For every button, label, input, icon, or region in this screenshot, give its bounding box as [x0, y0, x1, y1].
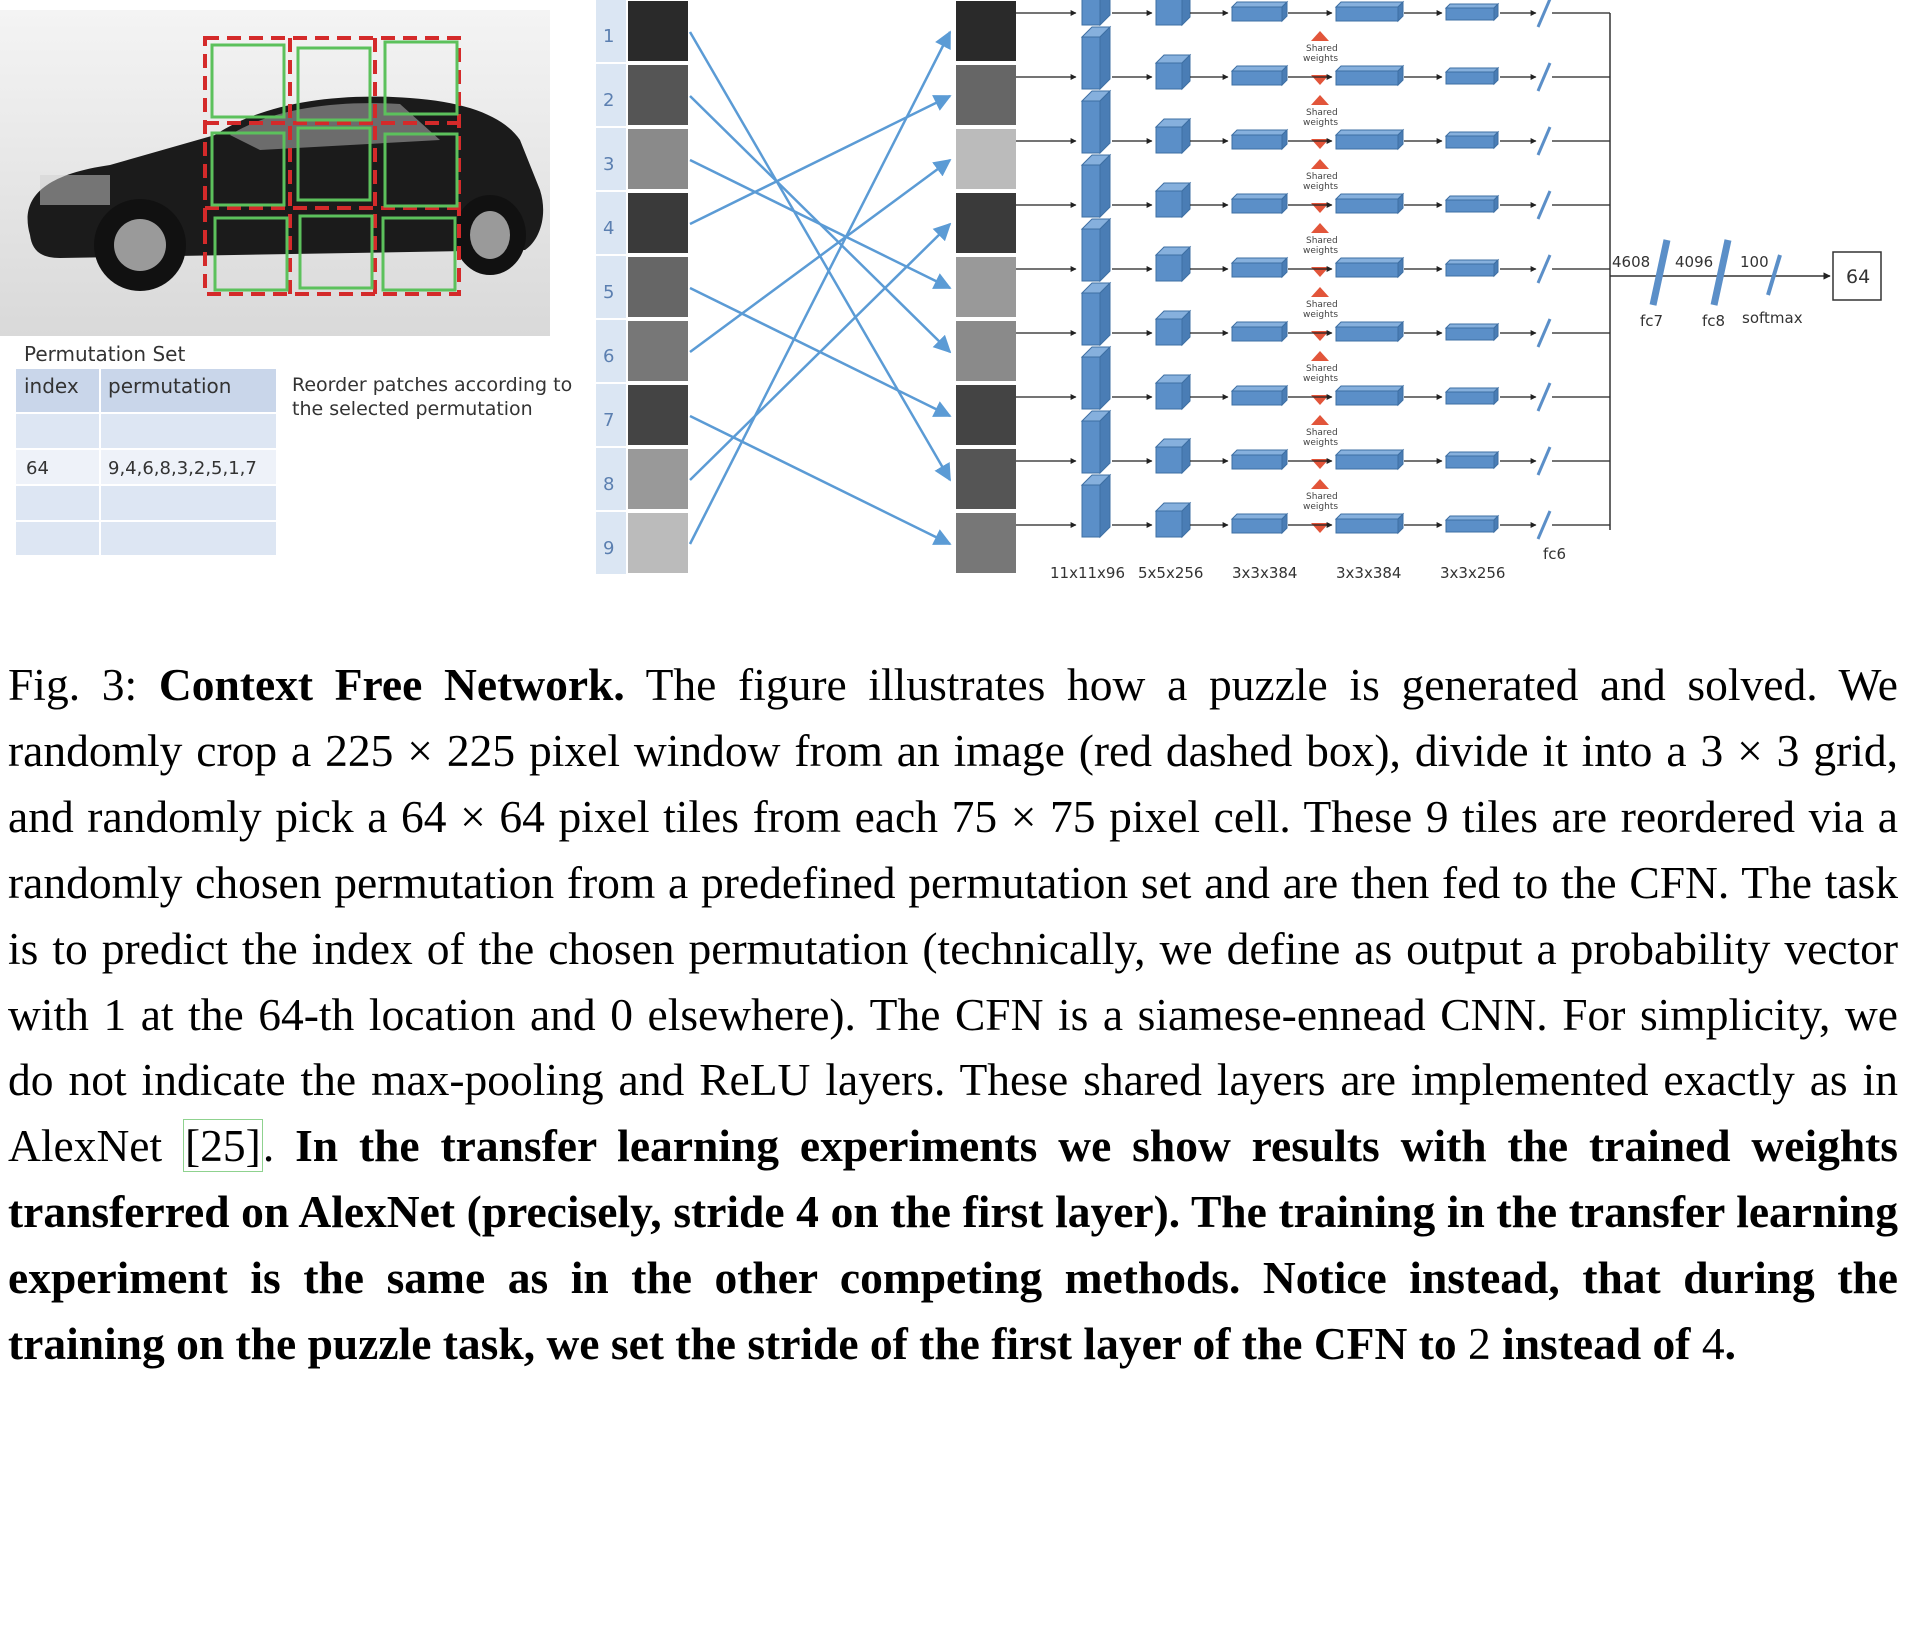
shared-label: Shared — [1306, 364, 1338, 374]
conv3-block — [1232, 258, 1287, 277]
conv4-block — [1336, 322, 1403, 341]
tile-image — [628, 193, 688, 253]
layer-label-conv5: 3x3x256 — [1440, 564, 1506, 582]
conv4-block — [1336, 514, 1403, 533]
conv1-block — [1082, 219, 1110, 281]
fc6-bar — [1538, 383, 1550, 411]
conv2-block — [1156, 375, 1190, 409]
table-header-permutation: permutation — [108, 374, 232, 398]
shared-arrow-up — [1311, 415, 1329, 425]
conv2-block — [1156, 183, 1190, 217]
shared-label: Shared — [1306, 236, 1338, 246]
conv1-block — [1082, 27, 1110, 89]
fc7-label: fc7 — [1640, 312, 1664, 330]
dim-4096: 4096 — [1675, 253, 1714, 271]
conv3-block — [1232, 130, 1287, 149]
tile-image — [628, 321, 688, 381]
classifier-head — [1610, 13, 1881, 530]
reordered-tile-column — [956, 1, 1016, 573]
conv2-block — [1156, 439, 1190, 473]
tile-number: 6 — [603, 346, 615, 367]
conv2-block — [1156, 311, 1190, 345]
weights-label: weights — [1303, 502, 1339, 512]
softmax-label: softmax — [1742, 309, 1803, 327]
reordered-tile-image — [956, 321, 1016, 381]
conv3-block — [1232, 322, 1287, 341]
conv1-block — [1082, 155, 1110, 217]
fc6-bar — [1538, 511, 1550, 539]
conv1-block — [1082, 0, 1110, 25]
weights-label: weights — [1303, 246, 1339, 256]
conv4-block — [1336, 386, 1403, 405]
conv2-block — [1156, 247, 1190, 281]
tile-number: 4 — [603, 218, 615, 239]
fc6-bar — [1538, 447, 1550, 475]
reordered-tile-image — [956, 513, 1016, 573]
output-value: 64 — [1846, 266, 1871, 288]
permutation-table — [16, 369, 276, 555]
caption-number-2: 2 — [1467, 1318, 1491, 1370]
tile-image — [628, 65, 688, 125]
conv3-block — [1232, 66, 1287, 85]
conv5-block — [1446, 452, 1498, 468]
layer-label-conv2: 5x5x256 — [1138, 564, 1204, 582]
layer-label-conv1: 11x11x96 — [1050, 564, 1126, 582]
reorder-instruction-line1: Reorder patches according to — [292, 374, 573, 396]
table-cell-permutation: 9,4,6,8,3,2,5,1,7 — [108, 458, 257, 479]
conv4-block — [1336, 450, 1403, 469]
tile-number: 9 — [603, 538, 615, 559]
conv5-block — [1446, 132, 1498, 148]
caption-bold-text: In the transfer learning experiments we show results with the trained weights transferred on AlexNet (precisely, stride 4 on the first layer). The training in the transfer learning experiment is the same as in the other competing methods. Notice instead, that during the training on the puzzle task, we set the stride of the first layer of the CFN to — [8, 1120, 1898, 1370]
conv3-block — [1232, 194, 1287, 213]
conv4-block — [1336, 66, 1403, 85]
permutation-arrow — [690, 288, 950, 416]
table-cell-index: 64 — [26, 458, 49, 479]
weights-label: weights — [1303, 374, 1339, 384]
conv2-block — [1156, 503, 1190, 537]
reordered-tile-image — [956, 65, 1016, 125]
shared-label: Shared — [1306, 492, 1338, 502]
shared-arrow-up — [1311, 31, 1329, 41]
tile-image — [628, 1, 688, 61]
conv4-block — [1336, 130, 1403, 149]
reordered-tile-image — [956, 385, 1016, 445]
layer-label-conv4: 3x3x384 — [1336, 564, 1402, 582]
shared-arrow-up — [1311, 95, 1329, 105]
caption-bold-end: . — [1724, 1318, 1736, 1370]
weights-label: weights — [1303, 54, 1339, 64]
fc8-label: fc8 — [1702, 312, 1726, 330]
conv3-block — [1232, 2, 1287, 21]
shared-arrow-up — [1311, 223, 1329, 233]
conv1-block — [1082, 91, 1110, 153]
weights-label: weights — [1303, 118, 1339, 128]
conv5-block — [1446, 388, 1498, 404]
dim-4608: 4608 — [1612, 253, 1651, 271]
reorder-instruction-line2: the selected permutation — [292, 398, 533, 420]
reordered-tile-image — [956, 129, 1016, 189]
reordered-tile-image — [956, 1, 1016, 61]
permutation-arrow — [690, 32, 950, 544]
tile-column — [596, 0, 688, 574]
conv5-block — [1446, 68, 1498, 84]
car-photo — [0, 10, 550, 336]
conv5-block — [1446, 196, 1498, 212]
reordered-tile-image — [956, 193, 1016, 253]
shared-label: Shared — [1306, 428, 1338, 438]
tile-image — [628, 449, 688, 509]
conv3-block — [1232, 450, 1287, 469]
permutation-arrow — [690, 416, 950, 544]
conv2-block — [1156, 119, 1190, 153]
table-header-index: index — [24, 374, 79, 398]
tile-image — [628, 385, 688, 445]
tile-number: 7 — [603, 410, 615, 431]
permutation-arrow — [690, 96, 950, 224]
fc6-bar — [1538, 191, 1550, 219]
shared-arrow-up — [1311, 479, 1329, 489]
conv5-block — [1446, 516, 1498, 532]
fc6-bar — [1538, 255, 1550, 283]
citation-link[interactable]: [25] — [185, 1120, 261, 1172]
conv1-block — [1082, 347, 1110, 409]
fc6-bar — [1538, 127, 1550, 155]
tile-number: 3 — [603, 154, 615, 175]
reordered-tile-image — [956, 449, 1016, 509]
tile-number: 5 — [603, 282, 615, 303]
layer-label-conv3: 3x3x384 — [1232, 564, 1298, 582]
weights-label: weights — [1303, 438, 1339, 448]
conv5-block — [1446, 4, 1498, 20]
figure-diagram — [0, 0, 1906, 600]
tile-image — [628, 513, 688, 573]
tile-number: 8 — [603, 474, 615, 495]
shared-arrow-up — [1311, 159, 1329, 169]
caption-title: Context Free Network. — [158, 659, 625, 710]
reordered-tile-image — [956, 257, 1016, 317]
conv1-block — [1082, 283, 1110, 345]
figure-caption — [8, 652, 1898, 1377]
caption-body-end: . — [262, 1120, 296, 1172]
shared-label: Shared — [1306, 44, 1338, 54]
permutation-set-title: Permutation Set — [24, 342, 186, 366]
dim-100: 100 — [1740, 253, 1769, 271]
weights-label: weights — [1303, 182, 1339, 192]
tile-number: 1 — [603, 26, 615, 47]
tile-image — [628, 257, 688, 317]
conv1-block — [1082, 411, 1110, 473]
conv5-block — [1446, 324, 1498, 340]
caption-body: The figure illustrates how a puzzle is generated and solved. We randomly crop a 225 × 225 pixel window from an image (red dashed box), divide it into a 3 × 3 grid, and randomly pick a 64 × 64 pixel tiles from each 75 × 75 pixel cell. These 9 tiles are reordered via a randomly chosen permutation from a predefined permutation set and are then fed to the CFN. The task is to predict the index of the chosen permutation (technically, we define as output a probability vector with 1 at the 64-th location and 0 elsewhere). The CFN is a siamese-ennead CNN. For simplicity, we do not indicate the max-pooling and ReLU layers. These shared layers are implemented exactly as in AlexNet — [8, 659, 1898, 1172]
permutation-arrows — [690, 32, 950, 544]
conv3-block — [1232, 386, 1287, 405]
tile-image — [628, 129, 688, 189]
conv2-block — [1156, 55, 1190, 89]
conv5-block — [1446, 260, 1498, 276]
conv4-block — [1336, 258, 1403, 277]
caption-number-4: 4 — [1701, 1318, 1725, 1370]
layer-label-fc6: fc6 — [1543, 545, 1567, 563]
conv3-block — [1232, 514, 1287, 533]
fc6-bar — [1538, 0, 1550, 27]
weights-label: weights — [1303, 310, 1339, 320]
permutation-arrow — [690, 32, 950, 480]
shared-label: Shared — [1306, 108, 1338, 118]
shared-label: Shared — [1306, 300, 1338, 310]
permutation-arrow — [690, 96, 950, 352]
caption-label: Fig. 3: — [8, 659, 159, 710]
siamese-network — [1016, 0, 1610, 539]
shared-arrow-up — [1311, 287, 1329, 297]
tile-number: 2 — [603, 90, 615, 111]
conv4-block — [1336, 2, 1403, 21]
shared-arrow-up — [1311, 351, 1329, 361]
caption-bold-mid: instead of — [1490, 1318, 1702, 1370]
conv2-block — [1156, 0, 1190, 25]
conv1-block — [1082, 475, 1110, 537]
fc6-bar — [1538, 319, 1550, 347]
shared-label: Shared — [1306, 172, 1338, 182]
fc6-bar — [1538, 63, 1550, 91]
conv4-block — [1336, 194, 1403, 213]
